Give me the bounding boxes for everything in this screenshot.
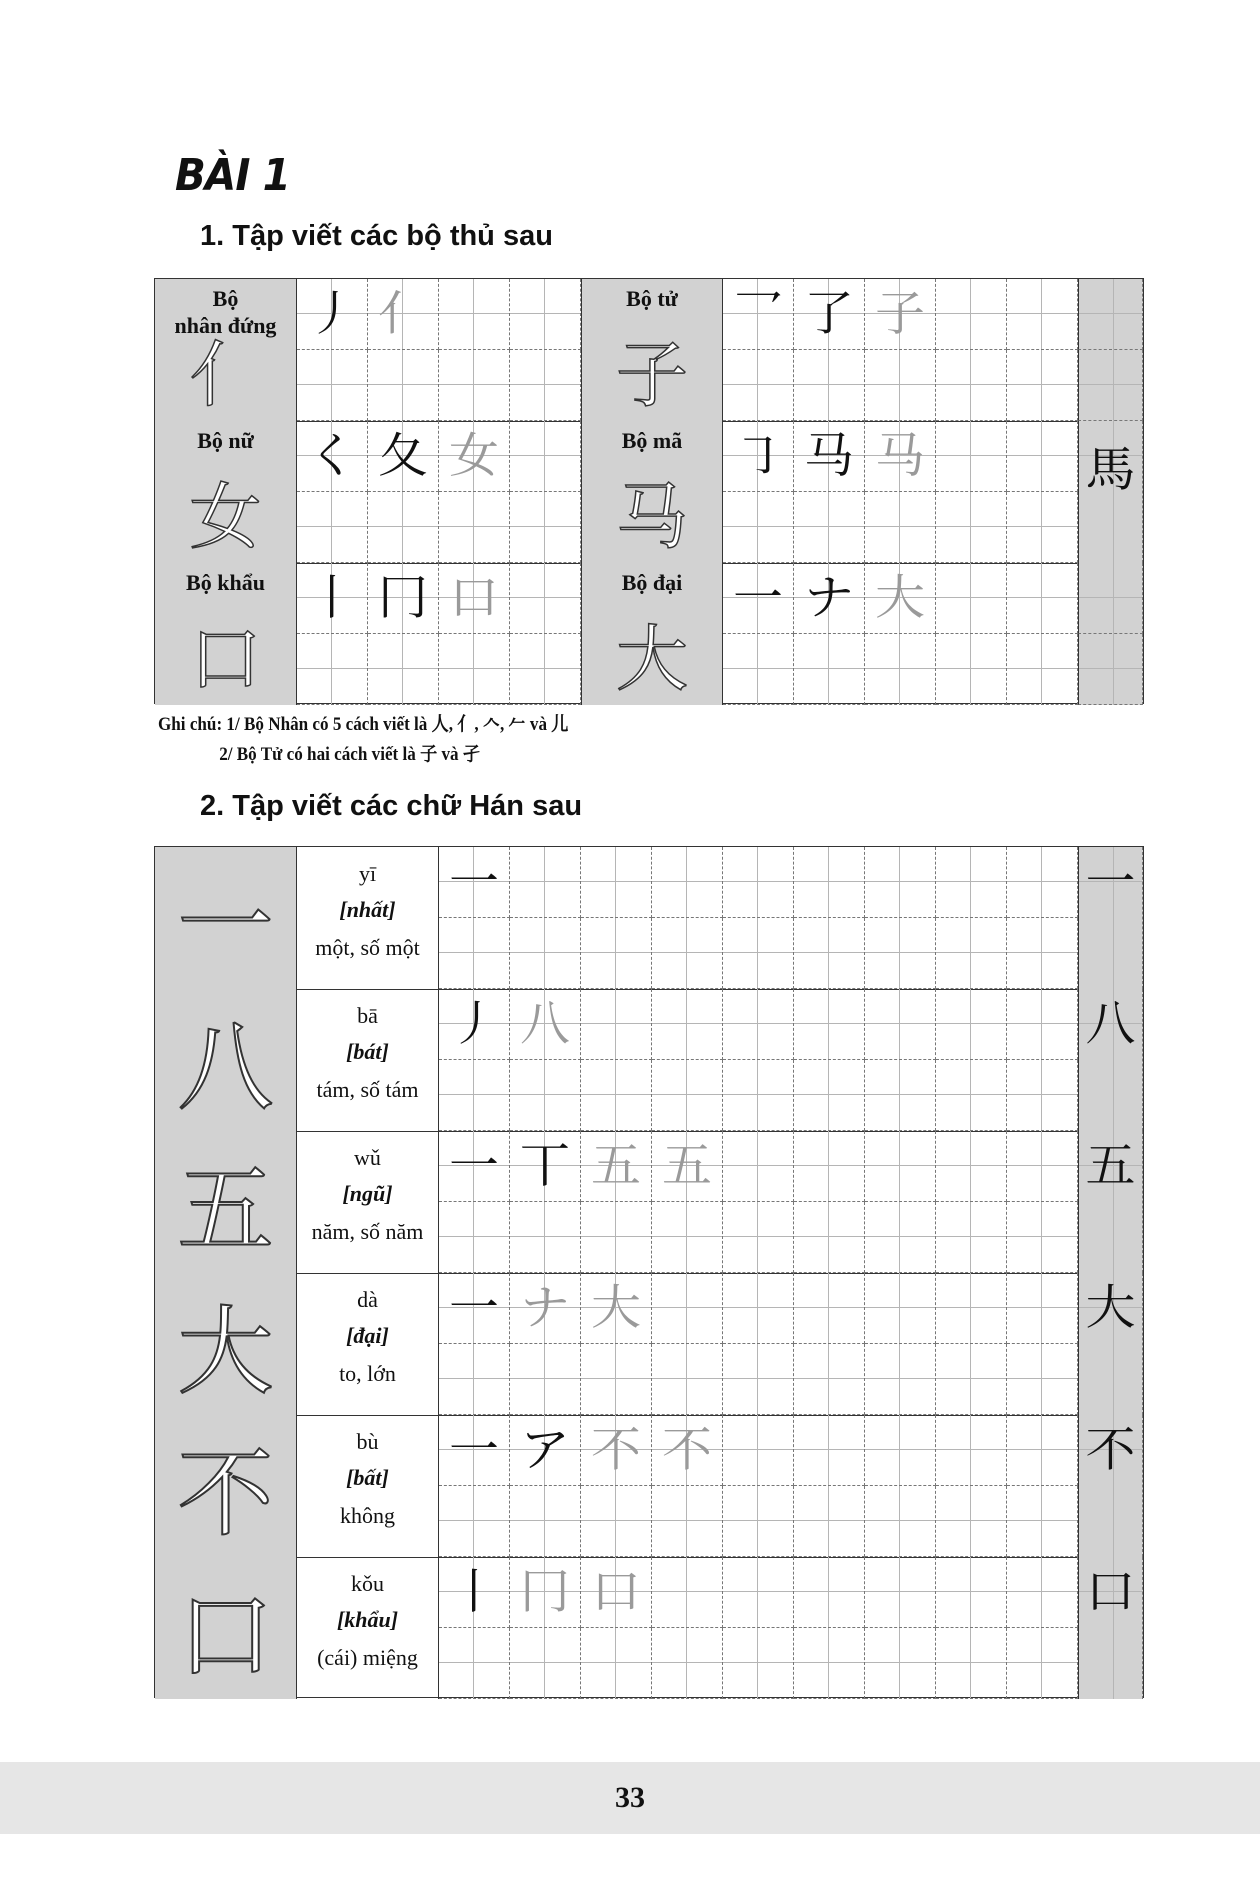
lesson-title: BÀI 1 xyxy=(175,150,290,201)
character-info xyxy=(297,847,439,989)
stroke-step: 不 xyxy=(662,1422,712,1478)
character-outline: 口 xyxy=(155,1557,297,1699)
character-hanviet: [ngũ] xyxy=(342,1181,393,1206)
practice-cell[interactable] xyxy=(510,1486,581,1557)
reference-cell[interactable] xyxy=(1078,989,1143,1131)
practice-cell[interactable] xyxy=(794,1628,865,1699)
stroke-step: 马 xyxy=(875,428,925,484)
practice-cell[interactable] xyxy=(794,1131,865,1202)
practice-cell[interactable] xyxy=(723,918,794,989)
section-1-title: 1. Tập viết các bộ thủ sau xyxy=(200,220,553,252)
radical-label xyxy=(155,421,297,563)
practice-cell[interactable] xyxy=(368,350,439,421)
note-2: 2/ Bộ Tử có hai cách viết là 子 và 孑 xyxy=(219,744,480,765)
reference-char: 一 xyxy=(1085,854,1136,910)
practice-cell[interactable] xyxy=(581,1415,652,1486)
character-meaning: to, lớn xyxy=(339,1361,396,1386)
practice-cell[interactable] xyxy=(368,563,439,634)
practice-cell[interactable] xyxy=(439,1273,510,1344)
stroke-step: 夂 xyxy=(378,428,428,484)
practice-cell[interactable] xyxy=(510,492,581,563)
practice-cell[interactable] xyxy=(510,1273,581,1344)
radical-name: Bộ mã xyxy=(621,428,683,453)
practice-cell[interactable] xyxy=(794,847,865,918)
character-row xyxy=(155,1557,1143,1699)
practice-cell[interactable] xyxy=(652,1131,723,1202)
stroke-step: 丿 xyxy=(307,286,357,342)
practice-cell[interactable] xyxy=(652,989,723,1060)
section-2-title: 2. Tập viết các chữ Hán sau xyxy=(200,790,583,822)
practice-cell[interactable] xyxy=(1007,1202,1078,1273)
stroke-step: く xyxy=(307,428,357,484)
character-hanviet: [nhất] xyxy=(339,897,396,922)
character-hanviet: [bát] xyxy=(346,1039,389,1064)
practice-cell[interactable] xyxy=(439,492,510,563)
practice-cell[interactable] xyxy=(439,1131,510,1202)
practice-cell[interactable] xyxy=(936,1344,1007,1415)
practice-cell[interactable] xyxy=(510,847,581,918)
stroke-step: 五 xyxy=(662,1138,712,1194)
reference-cell[interactable] xyxy=(1078,634,1143,705)
practice-cell[interactable] xyxy=(865,1060,936,1131)
practice-cell[interactable] xyxy=(1007,847,1078,918)
stroke-step: 丨 xyxy=(449,1564,499,1620)
practice-cell[interactable] xyxy=(297,634,368,705)
practice-cell[interactable] xyxy=(723,1486,794,1557)
practice-cell[interactable] xyxy=(652,1273,723,1344)
practice-cell[interactable] xyxy=(1007,1344,1078,1415)
practice-cell[interactable] xyxy=(297,279,368,350)
practice-cell[interactable] xyxy=(794,1060,865,1131)
practice-cell[interactable] xyxy=(865,279,936,350)
reference-cell[interactable] xyxy=(1078,847,1143,989)
practice-cell[interactable] xyxy=(652,918,723,989)
practice-cell[interactable] xyxy=(1007,918,1078,989)
practice-cell[interactable] xyxy=(936,421,1007,492)
stroke-step: ㇆ xyxy=(733,428,783,484)
practice-cell[interactable] xyxy=(439,1344,510,1415)
character-hanviet: [đại] xyxy=(346,1323,389,1348)
radical-name: Bộ đại xyxy=(621,570,683,595)
stroke-step: 冂 xyxy=(520,1564,570,1620)
radical-char: 马 xyxy=(615,475,688,559)
practice-cell[interactable] xyxy=(581,1557,652,1628)
character-info xyxy=(297,989,439,1131)
practice-cell[interactable] xyxy=(652,1060,723,1131)
practice-cell[interactable] xyxy=(581,1060,652,1131)
character-pinyin: bā xyxy=(357,1003,378,1028)
practice-cell[interactable] xyxy=(510,989,581,1060)
stroke-step: 亻 xyxy=(378,286,428,342)
practice-cell[interactable] xyxy=(794,350,865,421)
character-pinyin: bù xyxy=(356,1429,379,1454)
practice-cell[interactable] xyxy=(1007,1060,1078,1131)
practice-cell[interactable] xyxy=(652,1415,723,1486)
practice-cell[interactable] xyxy=(510,1415,581,1486)
practice-cell[interactable] xyxy=(510,1628,581,1699)
practice-cell[interactable] xyxy=(936,279,1007,350)
practice-cell[interactable] xyxy=(794,989,865,1060)
radical-char: 亻 xyxy=(189,333,262,417)
character-outline: 八 xyxy=(155,989,297,1131)
practice-cell[interactable] xyxy=(936,1486,1007,1557)
practice-cell[interactable] xyxy=(510,1060,581,1131)
stroke-step: ナ xyxy=(804,570,854,626)
practice-cell[interactable] xyxy=(439,1202,510,1273)
stroke-step: 一 xyxy=(733,570,783,626)
practice-cell[interactable] xyxy=(794,492,865,563)
practice-cell[interactable] xyxy=(439,918,510,989)
reference-cell[interactable] xyxy=(1078,1131,1143,1273)
stroke-step: 冂 xyxy=(378,570,428,626)
radical-char: 大 xyxy=(615,617,688,701)
practice-cell[interactable] xyxy=(439,989,510,1060)
practice-cell[interactable] xyxy=(936,847,1007,918)
character-meaning: năm, số năm xyxy=(311,1219,424,1244)
practice-cell[interactable] xyxy=(936,1202,1007,1273)
reference-char: 大 xyxy=(1085,1280,1136,1336)
practice-cell[interactable] xyxy=(439,634,510,705)
practice-cell[interactable] xyxy=(865,1628,936,1699)
character-row xyxy=(155,847,1143,989)
practice-cell[interactable] xyxy=(297,492,368,563)
radical-char: 口 xyxy=(189,617,262,701)
practice-cell[interactable] xyxy=(794,1557,865,1628)
stroke-step: 一 xyxy=(449,854,499,910)
practice-cell[interactable] xyxy=(652,1486,723,1557)
practice-cell[interactable] xyxy=(865,634,936,705)
radical-name: Bộ tử xyxy=(626,286,678,311)
character-row xyxy=(155,1415,1143,1557)
radical-name: Bộ nhân đứng xyxy=(174,286,277,338)
character-hanviet: [khẩu] xyxy=(336,1607,399,1632)
practice-cell[interactable] xyxy=(865,918,936,989)
practice-cell[interactable] xyxy=(1007,350,1078,421)
practice-cell[interactable] xyxy=(723,1628,794,1699)
stroke-step: 丅 xyxy=(520,1138,570,1194)
radical-label xyxy=(581,563,723,705)
character-meaning: không xyxy=(340,1503,395,1528)
character-row xyxy=(155,989,1143,1131)
stroke-step: 口 xyxy=(449,570,499,626)
practice-cell[interactable] xyxy=(652,1344,723,1415)
practice-cell[interactable] xyxy=(794,279,865,350)
stroke-step: 丿 xyxy=(449,996,499,1052)
radical-row xyxy=(155,421,1143,563)
stroke-step: 一 xyxy=(449,1280,499,1336)
practice-cell[interactable] xyxy=(865,421,936,492)
practice-cell[interactable] xyxy=(1007,1557,1078,1628)
character-pinyin: dà xyxy=(357,1287,378,1312)
practice-cell[interactable] xyxy=(936,1628,1007,1699)
practice-cell[interactable] xyxy=(936,1273,1007,1344)
practice-cell[interactable] xyxy=(865,847,936,918)
practice-cell[interactable] xyxy=(368,492,439,563)
stroke-step: 马 xyxy=(804,428,854,484)
practice-cell[interactable] xyxy=(936,1060,1007,1131)
reference-char: 五 xyxy=(1085,1138,1136,1194)
radical-practice-table xyxy=(154,278,1144,704)
character-row xyxy=(155,1273,1143,1415)
practice-cell[interactable] xyxy=(439,563,510,634)
radical-label xyxy=(155,279,297,421)
practice-cell[interactable] xyxy=(794,1202,865,1273)
practice-cell[interactable] xyxy=(510,1202,581,1273)
practice-cell[interactable] xyxy=(510,421,581,492)
stroke-step: 一 xyxy=(449,1422,499,1478)
practice-cell[interactable] xyxy=(723,350,794,421)
practice-cell[interactable] xyxy=(439,1628,510,1699)
practice-cell[interactable] xyxy=(368,634,439,705)
reference-cell[interactable] xyxy=(1078,1557,1143,1699)
practice-cell[interactable] xyxy=(723,279,794,350)
practice-cell[interactable] xyxy=(510,1557,581,1628)
radical-char: 女 xyxy=(189,475,262,559)
practice-cell[interactable] xyxy=(652,1202,723,1273)
practice-cell[interactable] xyxy=(439,847,510,918)
character-hanviet: [bất] xyxy=(346,1465,389,1490)
practice-cell[interactable] xyxy=(1007,1628,1078,1699)
practice-cell[interactable] xyxy=(794,421,865,492)
practice-cell[interactable] xyxy=(510,563,581,634)
stroke-step: 乛 xyxy=(733,286,783,342)
character-outline: 大 xyxy=(155,1273,297,1415)
practice-cell[interactable] xyxy=(510,350,581,421)
character-info xyxy=(297,1131,439,1273)
practice-cell[interactable] xyxy=(652,1557,723,1628)
reference-char: 八 xyxy=(1085,996,1136,1052)
stroke-step: 不 xyxy=(591,1422,641,1478)
practice-cell[interactable] xyxy=(794,1415,865,1486)
practice-cell[interactable] xyxy=(439,421,510,492)
radical-row xyxy=(155,279,1143,421)
character-info xyxy=(297,1273,439,1415)
character-pinyin: yī xyxy=(358,861,377,886)
practice-cell[interactable] xyxy=(368,421,439,492)
practice-cell[interactable] xyxy=(439,1486,510,1557)
character-meaning: một, số một xyxy=(315,935,420,960)
character-row xyxy=(155,1131,1143,1273)
practice-cell[interactable] xyxy=(581,1344,652,1415)
practice-cell[interactable] xyxy=(865,1131,936,1202)
practice-cell[interactable] xyxy=(723,634,794,705)
character-info xyxy=(297,1415,439,1557)
practice-cell[interactable] xyxy=(865,1273,936,1344)
practice-cell[interactable] xyxy=(1007,634,1078,705)
practice-cell[interactable] xyxy=(723,989,794,1060)
practice-cell[interactable] xyxy=(297,563,368,634)
practice-cell[interactable] xyxy=(510,918,581,989)
practice-cell[interactable] xyxy=(794,1486,865,1557)
radical-name: Bộ khẩu xyxy=(186,570,265,595)
radical-label xyxy=(581,279,723,421)
radical-name: Bộ nữ xyxy=(197,428,254,453)
practice-cell[interactable] xyxy=(865,1486,936,1557)
reference-char: 口 xyxy=(1085,1564,1136,1620)
stroke-step: 口 xyxy=(591,1564,641,1620)
practice-cell[interactable] xyxy=(1007,1273,1078,1344)
character-outline: 五 xyxy=(155,1131,297,1273)
practice-cell[interactable] xyxy=(1007,1131,1078,1202)
character-outline: 一 xyxy=(155,847,297,989)
practice-cell[interactable] xyxy=(439,279,510,350)
practice-cell[interactable] xyxy=(723,563,794,634)
traditional-form: 馬 xyxy=(1085,442,1136,498)
character-pinyin: wǔ xyxy=(354,1145,381,1170)
radical-row xyxy=(155,563,1143,705)
practice-cell[interactable] xyxy=(723,1557,794,1628)
page-number: 33 xyxy=(615,1781,645,1814)
practice-cell[interactable] xyxy=(865,1557,936,1628)
practice-cell[interactable] xyxy=(510,1344,581,1415)
reference-cell[interactable] xyxy=(1078,1273,1143,1415)
practice-cell[interactable] xyxy=(297,350,368,421)
stroke-step: ナ xyxy=(520,1280,570,1336)
character-meaning: tám, số tám xyxy=(316,1077,419,1102)
reference-cell[interactable] xyxy=(1078,421,1143,563)
practice-cell[interactable] xyxy=(510,634,581,705)
practice-cell[interactable] xyxy=(865,563,936,634)
notes xyxy=(158,710,568,770)
practice-cell[interactable] xyxy=(1007,492,1078,563)
practice-cell[interactable] xyxy=(936,1415,1007,1486)
practice-cell[interactable] xyxy=(936,918,1007,989)
character-practice-table xyxy=(154,846,1144,1698)
practice-cell[interactable] xyxy=(723,492,794,563)
practice-cell[interactable] xyxy=(439,1060,510,1131)
practice-cell[interactable] xyxy=(936,563,1007,634)
practice-cell[interactable] xyxy=(794,1273,865,1344)
stroke-step: 八 xyxy=(520,996,570,1052)
practice-cell[interactable] xyxy=(865,989,936,1060)
practice-cell[interactable] xyxy=(794,563,865,634)
stroke-step: 五 xyxy=(591,1138,641,1194)
practice-cell[interactable] xyxy=(368,279,439,350)
practice-cell[interactable] xyxy=(865,1344,936,1415)
practice-cell[interactable] xyxy=(1007,1486,1078,1557)
practice-cell[interactable] xyxy=(581,1628,652,1699)
practice-cell[interactable] xyxy=(439,1415,510,1486)
practice-cell[interactable] xyxy=(865,1202,936,1273)
radical-label xyxy=(581,421,723,563)
practice-cell[interactable] xyxy=(723,1415,794,1486)
reference-char: 不 xyxy=(1085,1422,1136,1478)
practice-cell[interactable] xyxy=(865,492,936,563)
practice-cell[interactable] xyxy=(510,1131,581,1202)
reference-cell[interactable] xyxy=(1078,1415,1143,1557)
character-outline: 不 xyxy=(155,1415,297,1557)
practice-cell[interactable] xyxy=(865,1415,936,1486)
practice-cell[interactable] xyxy=(1007,421,1078,492)
practice-cell[interactable] xyxy=(936,1131,1007,1202)
practice-cell[interactable] xyxy=(581,1202,652,1273)
practice-cell[interactable] xyxy=(1007,1415,1078,1486)
practice-cell[interactable] xyxy=(1007,563,1078,634)
practice-cell[interactable] xyxy=(510,279,581,350)
note-1: Ghi chú: 1/ Bộ Nhân có 5 cách viết là 人, 亻, 𠆢, 𠂉 và 儿 xyxy=(158,714,569,735)
practice-cell[interactable] xyxy=(439,350,510,421)
practice-cell[interactable] xyxy=(1007,989,1078,1060)
character-meaning: (cái) miệng xyxy=(317,1645,418,1670)
practice-cell[interactable] xyxy=(723,1202,794,1273)
practice-cell[interactable] xyxy=(936,492,1007,563)
practice-cell[interactable] xyxy=(581,1486,652,1557)
practice-cell[interactable] xyxy=(936,989,1007,1060)
practice-cell[interactable] xyxy=(581,918,652,989)
practice-cell[interactable] xyxy=(723,847,794,918)
reference-cell[interactable] xyxy=(1078,350,1143,421)
practice-cell[interactable] xyxy=(723,1060,794,1131)
practice-cell[interactable] xyxy=(652,847,723,918)
reference-cell[interactable] xyxy=(1078,563,1143,634)
stroke-step: 子 xyxy=(875,286,925,342)
stroke-step: 丨 xyxy=(307,570,357,626)
practice-cell[interactable] xyxy=(723,421,794,492)
character-pinyin: kǒu xyxy=(351,1571,384,1596)
practice-cell[interactable] xyxy=(439,1557,510,1628)
stroke-step: ア xyxy=(520,1422,570,1478)
practice-cell[interactable] xyxy=(297,421,368,492)
practice-cell[interactable] xyxy=(581,847,652,918)
stroke-step: 了 xyxy=(804,286,854,342)
practice-cell[interactable] xyxy=(936,634,1007,705)
radical-label xyxy=(155,563,297,705)
practice-cell[interactable] xyxy=(865,350,936,421)
practice-cell[interactable] xyxy=(723,1273,794,1344)
practice-cell[interactable] xyxy=(581,1131,652,1202)
stroke-step: 大 xyxy=(875,570,925,626)
practice-cell[interactable] xyxy=(794,918,865,989)
stroke-step: 大 xyxy=(591,1280,641,1336)
practice-cell[interactable] xyxy=(794,634,865,705)
practice-cell[interactable] xyxy=(723,1344,794,1415)
practice-cell[interactable] xyxy=(936,1557,1007,1628)
page-footer xyxy=(0,1762,1260,1834)
practice-cell[interactable] xyxy=(581,989,652,1060)
practice-cell[interactable] xyxy=(936,350,1007,421)
practice-cell[interactable] xyxy=(652,1628,723,1699)
practice-cell[interactable] xyxy=(723,1131,794,1202)
reference-cell[interactable] xyxy=(1078,279,1143,350)
stroke-step: 女 xyxy=(449,428,499,484)
practice-cell[interactable] xyxy=(581,1273,652,1344)
stroke-step: 一 xyxy=(449,1138,499,1194)
radical-char: 子 xyxy=(615,333,688,417)
character-info xyxy=(297,1557,439,1699)
practice-cell[interactable] xyxy=(1007,279,1078,350)
practice-cell[interactable] xyxy=(794,1344,865,1415)
